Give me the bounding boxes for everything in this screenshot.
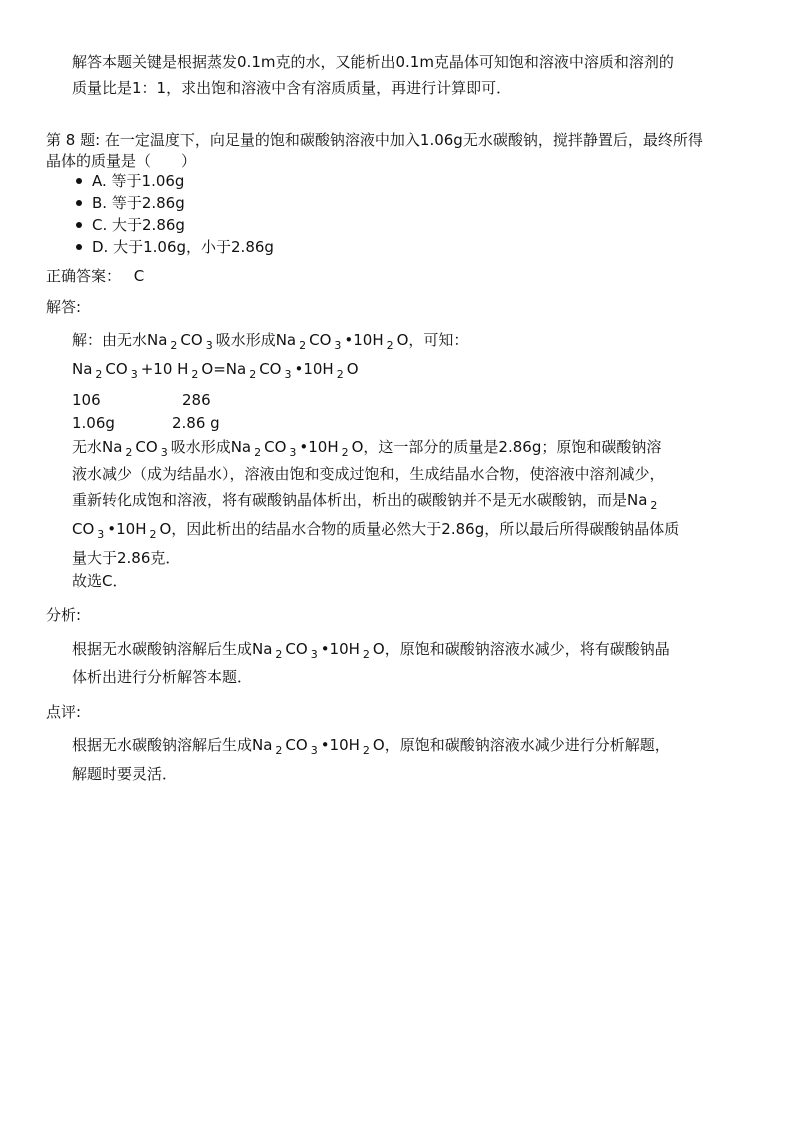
intro-line-1: 解答本题关键是根据蒸发0.1m克的水，又能析出0.1m克晶体可知饱和溶液中溶质和溶剂的 <box>72 53 674 71</box>
solution-paragraph-1: 无水Na $_2$ CO $_3$ 吸水形成Na $_2$ CO $_3$ •10H $_2$ O，这一部分的质量是2.86g；原饱和碳酸钠溶 <box>72 438 662 459</box>
analysis-line-1: 根据无水碳酸钠溶解后生成Na $_2$ CO $_3$ •10H $_2$ O，原饱和碳酸钠溶液水减少，将有碳酸钠晶 <box>72 640 670 661</box>
molar-mass-right: 286 <box>182 391 211 409</box>
chemical-equation: Na $_2$ CO $_3$ +10 H $_2$ O=Na $_2$ CO $_3$ •10H $_2$ O <box>72 360 359 381</box>
option-d: D. 大于1.06g，小于2.86g <box>72 236 274 258</box>
solution-paragraph-2: 液水减少（成为结晶水），溶液由饱和变成过饱和，生成结晶水合物，使溶液中溶剂减少， <box>72 465 665 483</box>
correct-answer-value: C <box>133 267 145 285</box>
question-line-2: 晶体的质量是（ ） <box>46 152 197 170</box>
question-line-1: 第 8 题: 在一定温度下，向足量的饱和碳酸钠溶液中加入1.06g无水碳酸钠，搅拌静置后，最终所得 <box>46 131 703 149</box>
solution-line-1: 解：由无水Na $_2$ CO $_3$ 吸水形成Na $_2$ CO $_3$ •10H $_2$ O，可知： <box>72 331 469 352</box>
correct-answer <box>46 266 144 286</box>
solution-paragraph-5: 量大于2.86克． <box>72 549 181 567</box>
solution-header: 解答: <box>46 298 82 316</box>
option-list <box>72 170 274 258</box>
correct-answer-label: 正确答案： <box>46 267 122 285</box>
option-b: B. 等于2.86g <box>72 192 274 214</box>
analysis-header: 分析: <box>46 606 82 624</box>
option-a: A. 等于1.06g <box>72 170 274 192</box>
comment-header: 点评: <box>46 703 82 721</box>
analysis-line-2: 体析出进行分析解答本题． <box>72 668 253 686</box>
solution-conclusion: 故选C． <box>72 572 128 590</box>
mass-left: 1.06g <box>72 414 115 432</box>
molar-mass-left: 106 <box>72 391 101 409</box>
option-c: C. 大于2.86g <box>72 214 274 236</box>
comment-line-1: 根据无水碳酸钠溶解后生成Na $_2$ CO $_3$ •10H $_2$ O，原饱和碳酸钠溶液水减少进行分析解题， <box>72 736 670 757</box>
intro-line-2: 质量比是1：1，求出饱和溶液中含有溶质质量，再进行计算即可． <box>72 79 512 97</box>
solution-paragraph-3: 重新转化成饱和溶液，将有碳酸钠晶体析出，析出的碳酸钠并不是无水碳酸钠，而是Na $_2$ <box>72 491 658 512</box>
solution-paragraph-4: CO $_3$ •10H $_2$ O，因此析出的结晶水合物的质量必然大于2.86g，所以最后所得碳酸钠晶体质 <box>72 520 680 541</box>
mass-right: 2.86 g <box>172 414 220 432</box>
comment-line-2: 解题时要灵活． <box>72 765 178 783</box>
